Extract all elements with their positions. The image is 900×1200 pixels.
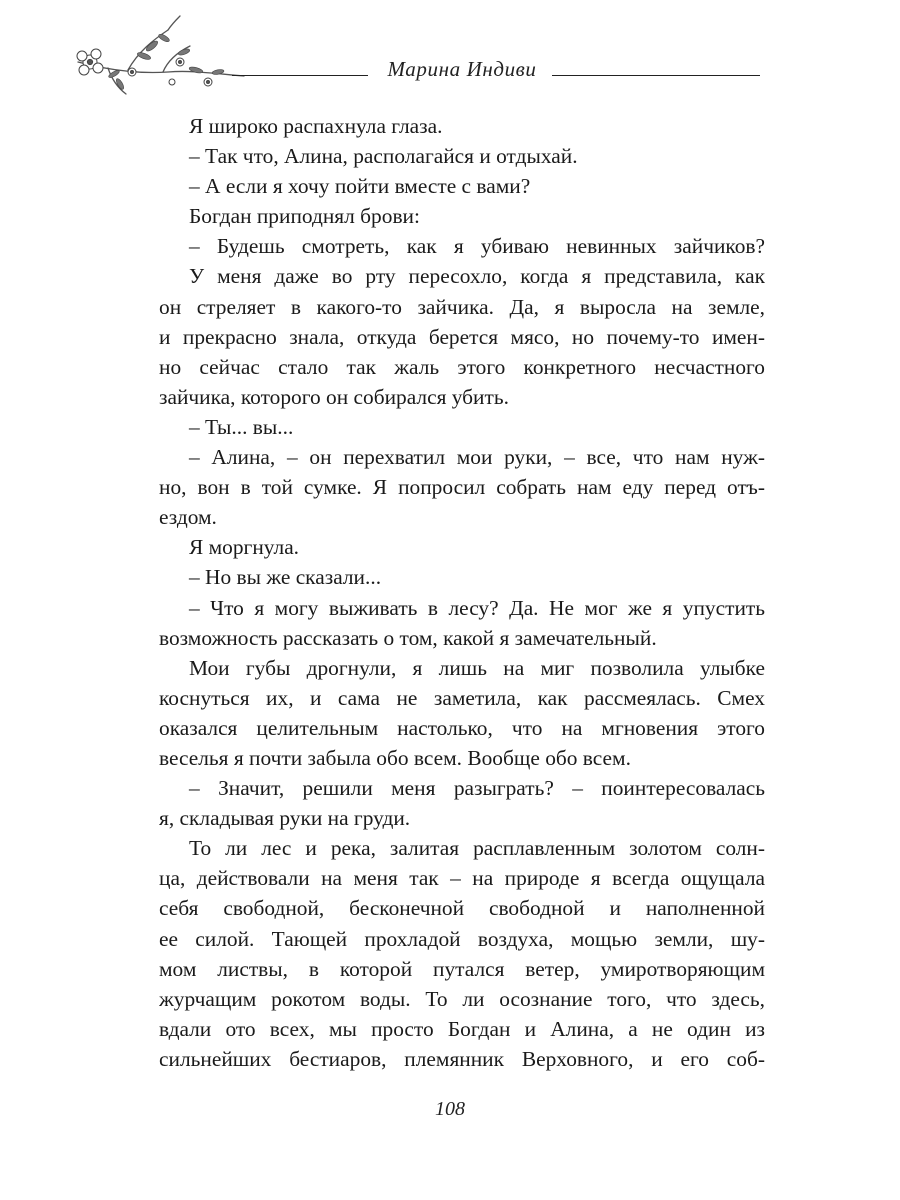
text-line: Я моргнула. <box>189 535 300 560</box>
text-line: У меня даже во рту пересохло, когда я представила, как <box>189 264 765 289</box>
text-line: ее силой. Тающей прохладой воздуха, мощью земли, шу- <box>159 926 765 951</box>
text-line: я, складывая руки на груди. <box>159 806 411 831</box>
text-line: коснуться их, и сама не заметила, как рассмеялась. Смех <box>159 685 765 710</box>
text-line: – Что я могу выживать в лесу? Да. Не мог же я упустить <box>189 595 765 620</box>
text-line: но сейчас стало так жаль этого конкретного несчастного <box>159 354 765 379</box>
text-line: Мои губы дрогнули, я лишь на миг позволила улыбке <box>189 655 765 680</box>
running-head-author: Марина Индиви <box>387 57 537 81</box>
text-line: журчащим рокотом воды. То ли осознание того, что здесь, <box>159 986 765 1011</box>
text-line: – Так что, Алина, располагайся и отдыхай. <box>189 144 578 169</box>
text-line: зайчика, которого он собирался убить. <box>159 384 509 409</box>
text-line: но, вон в той сумке. Я попросил собрать нам еду перед отъ- <box>159 475 765 500</box>
body-text <box>159 111 765 1074</box>
text-line: – Но вы же сказали... <box>189 565 382 590</box>
text-line: – Алина, – он перехватил мои руки, – все, что нам нуж- <box>189 445 765 470</box>
text-line: – Значит, решили меня разыграть? – поинтересовалась <box>189 776 765 801</box>
floral-ornament-icon <box>68 12 248 104</box>
text-line: – Будешь смотреть, как я убиваю невинных зайчиков? <box>189 234 765 259</box>
text-line: Я широко распахнула глаза. <box>189 114 443 138</box>
text-line: – А если я хочу пойти вместе с вами? <box>189 174 531 199</box>
page-number: 108 <box>435 1098 465 1120</box>
text-line: мом листвы, в которой путался ветер, умиротворяющим <box>159 956 765 981</box>
text-line: веселья я почти забыла обо всем. Вообще обо всем. <box>159 745 631 770</box>
text-line: Богдан приподнял брови: <box>189 204 420 229</box>
text-line: ца, действовали на меня так – на природе я всегда ощущала <box>159 866 765 891</box>
header-rule-left <box>232 75 368 76</box>
text-line: вдали ото всех, мы просто Богдан и Алина, а не один из <box>159 1016 765 1041</box>
text-line: и прекрасно знала, откуда берется мясо, но почему-то имен- <box>159 324 765 349</box>
text-line: оказался целительным настолько, что на мгновения этого <box>159 715 765 740</box>
text-line: возможность рассказать о том, какой я замечательный. <box>159 625 657 650</box>
header-rule-right <box>552 75 760 76</box>
text-line: То ли лес и река, залитая расплавленным золотом солн- <box>189 836 765 861</box>
text-line: он стреляет в какого-то зайчика. Да, я выросла на земле, <box>159 294 765 319</box>
text-line: – Ты... вы... <box>189 414 294 439</box>
text-line: сильнейших бестиаров, племянник Верховного, и его соб- <box>159 1046 765 1071</box>
text-line: себя свободной, бесконечной свободной и наполненной <box>159 896 765 921</box>
text-line: ездом. <box>159 505 217 530</box>
